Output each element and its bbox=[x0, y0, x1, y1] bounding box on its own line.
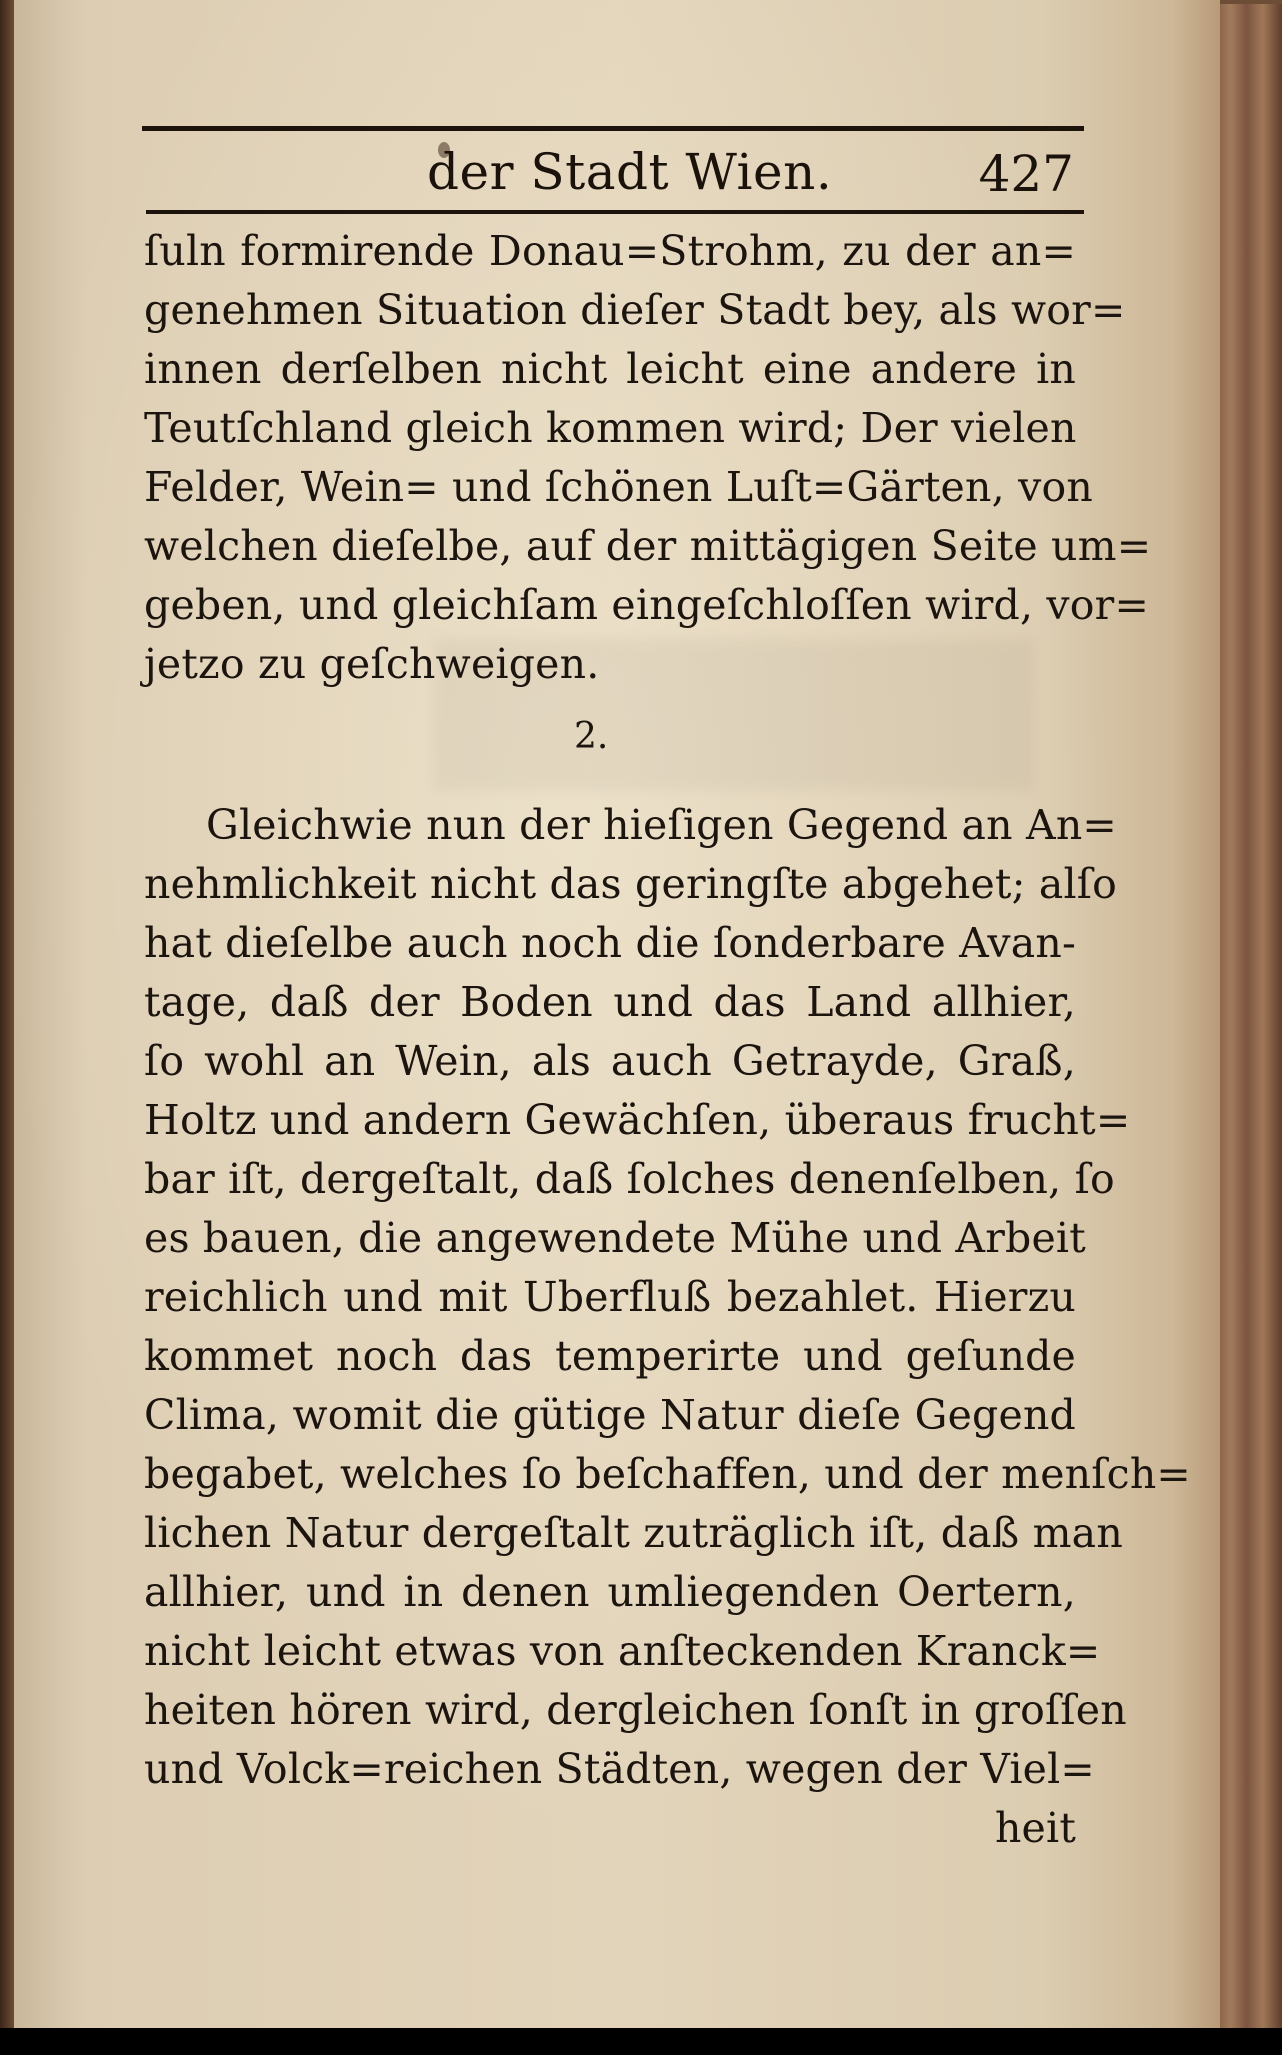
text-line: kommet noch das temperirte und geſunde bbox=[144, 1332, 1076, 1380]
text-line: ſo wohl an Wein, als auch Getrayde, Graß, bbox=[144, 1037, 1076, 1085]
text-line: Teutſchland gleich kommen wird; Der vielen bbox=[144, 404, 1077, 452]
text-line: heiten hören wird, dergleichen ſonſt in groſſen bbox=[144, 1686, 1127, 1734]
page bbox=[14, 0, 1220, 2028]
gutter-shadow bbox=[0, 0, 14, 2028]
text-line: Clima, womit die gütige Natur dieſe Gegend bbox=[144, 1391, 1076, 1439]
text-line: begabet, welches ſo beſchaffen, und der menſch= bbox=[144, 1450, 1191, 1498]
text-line: nicht leicht etwas von anſteckenden Kranck= bbox=[144, 1627, 1101, 1675]
text-line: ſuln formirende Donau=Strohm, zu der an= bbox=[144, 227, 1076, 275]
text-line: Holtz und andern Gewächſen, überaus frucht= bbox=[144, 1096, 1131, 1144]
paragraph-continued bbox=[144, 222, 1152, 694]
text-line: innen derſelben nicht leicht eine andere in bbox=[144, 345, 1076, 393]
text-line: bar iſt, dergeſtalt, daß ſolches denenſelben, ſo bbox=[144, 1155, 1115, 1203]
text-line: genehmen Situation dieſer Stadt bey, als wor= bbox=[144, 286, 1126, 334]
text-line: geben, und gleichſam eingeſchloſſen wird, vor= bbox=[144, 581, 1150, 629]
text-line: jetzo zu geſchweigen. bbox=[144, 640, 600, 688]
running-header bbox=[142, 120, 1084, 218]
text-line: allhier, und in denen umliegenden Oertern, bbox=[144, 1568, 1076, 1616]
page-edges bbox=[1218, 4, 1282, 2028]
text-line: nehmlichkeit nicht das geringſte abgehet; alſo bbox=[144, 860, 1118, 908]
running-title: der Stadt Wien. bbox=[427, 143, 833, 201]
catchword: heit bbox=[994, 1804, 1076, 1852]
text-line: es bauen, die angewendete Mühe und Arbeit bbox=[144, 1214, 1086, 1262]
text-line: Gleichwie nun der hieſigen Gegend an An= bbox=[206, 801, 1117, 849]
header-rule-bottom bbox=[146, 210, 1084, 214]
page-number: 427 bbox=[978, 145, 1074, 203]
text-line: welchen dieſelbe, auf der mittägigen Seite um= bbox=[144, 522, 1152, 570]
scan-border bbox=[0, 2028, 1282, 2055]
text-line: hat dieſelbe auch noch die ſonderbare Avan- bbox=[144, 919, 1076, 967]
text-line: und Volck=reichen Städten, wegen der Viel= bbox=[144, 1745, 1095, 1793]
header-rule-top bbox=[142, 126, 1084, 131]
text-line: reichlich und mit Uberfluß bezahlet. Hierzu bbox=[144, 1273, 1076, 1321]
section-number: 2. bbox=[574, 716, 609, 757]
text-line: Felder, Wein= und ſchönen Luſt=Gärten, von bbox=[144, 463, 1093, 511]
text-line: tage, daß der Boden und das Land allhier, bbox=[144, 978, 1076, 1026]
paragraph-section-2 bbox=[144, 796, 1191, 1858]
text-line: lichen Natur dergeſtalt zuträglich iſt, daß man bbox=[144, 1509, 1123, 1557]
